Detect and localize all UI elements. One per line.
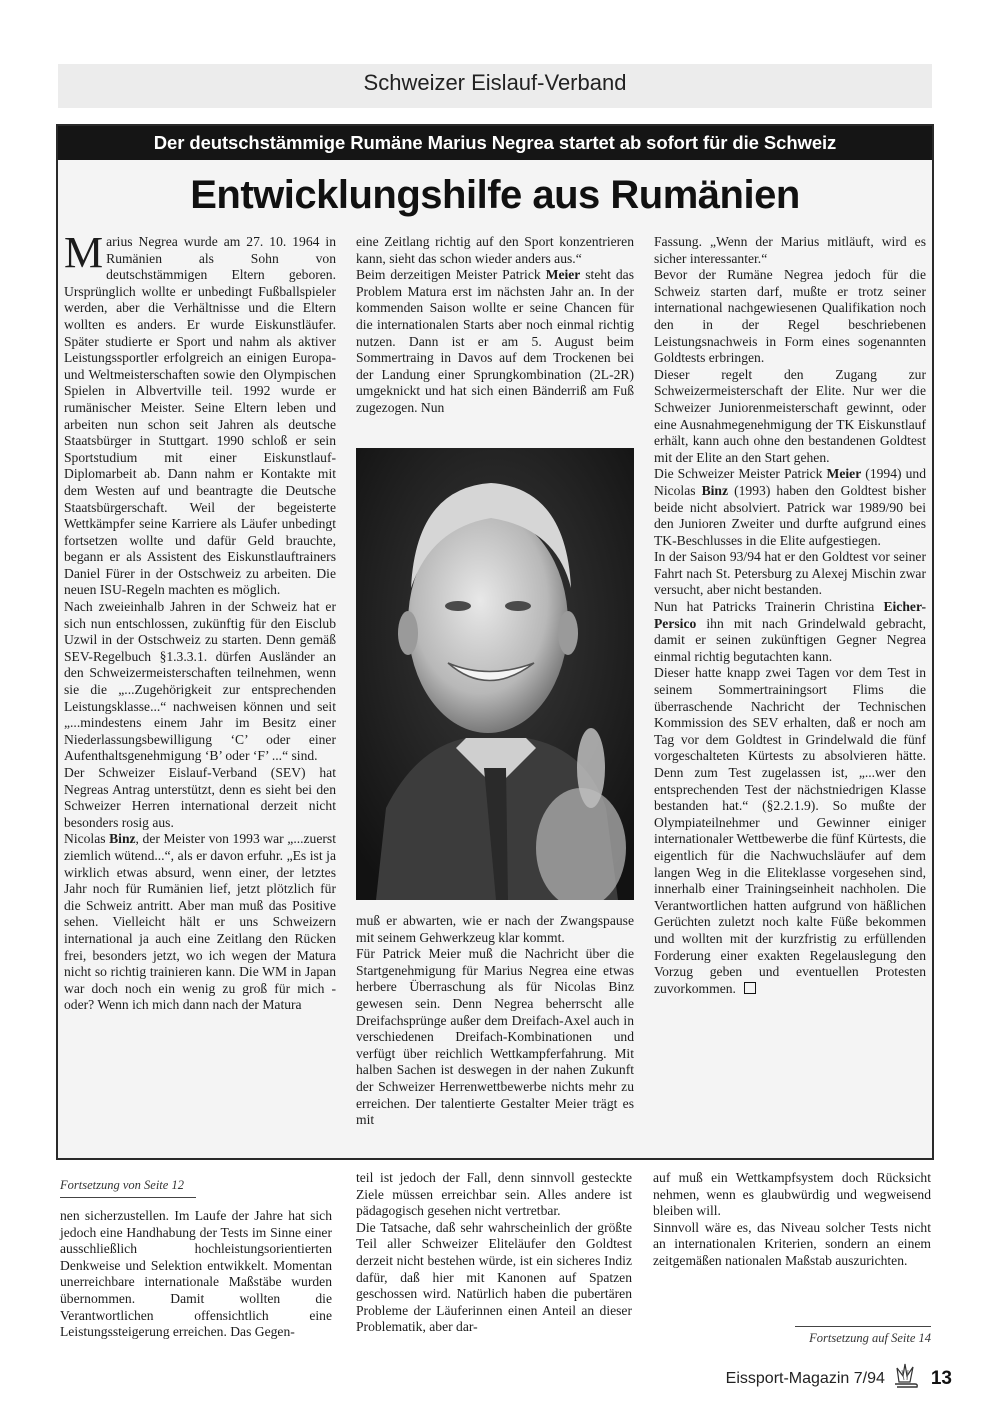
- article-headline: Entwicklungshilfe aus Rumänien: [190, 173, 800, 217]
- paragraph: Für Patrick Meier muß die Nachricht über die Startgenehmigung für Marius Negrea eine etwas herbere Überraschung als für Nicolas Binz gewesen sein. Denn Negrea beherrscht alle Dreifachsprünge außer dem Dreifach-Axel auch in verschiedenen Dreifach-Kombinationen und verfügt über reichlich Wettkampferfahrung. Mit halben Sachen ist deswegen in der nahen Zukunft der Schweizer Herrenwettbewerbe nichts mehr zu erreichen. Der talentierte Gestalter Meier trägt es mit: [356, 946, 634, 1128]
- continuation-column-2: [356, 1170, 632, 1336]
- text: steht das Problem Matura erst im nächsten Jahr an. In der kommenden Saison wollte er seine Chancen für die internationalen Starts aber noch einmal richtig nutzen. Dann ist er am 5. August beim Sommertraing in Davos auf dem Trockenen bei der Landung einer Sprungkombination (2L-2R) umgeknickt und hat sich einen Bänderriß am Fuß zugezogen. Nun: [356, 267, 634, 415]
- paragraph: Bevor der Rumäne Negrea jedoch für die Schweiz starten darf, mußte er trotz seiner international nachgewiesenen Qualifikation noch den in der Regel beschriebenen Leistungsnachweis in Form eines sogenannten Goldtests erbringen.: [654, 267, 926, 366]
- continued-from-label: Fortsetzung von Seite 12: [60, 1178, 196, 1198]
- portrait-photo: [356, 448, 634, 900]
- article-kicker: Der deutschstämmige Rumäne Marius Negrea startet ab sofort für die Schweiz: [58, 126, 932, 160]
- page-number: 13: [930, 1367, 952, 1389]
- paragraph: teil ist jedoch der Fall, denn sinnvoll gesteckte Ziele müssen erreichbar sein. Alles andere ist pädagogisch gesehen nicht vertretbar.: [356, 1170, 632, 1219]
- paragraph: Sinnvoll wäre es, das Niveau solcher Tests nicht an internationalen Kriterien, sondern an einem zeitgemäßen nationalen Maßstab auszurichten.: [653, 1219, 931, 1268]
- text: ihn mit nach Grindelwald gebracht, damit er seinen zukünftigen Gegner Negrea einmal richtig begutachten kann.: [654, 615, 926, 664]
- text: Die Schweizer Meister Patrick: [654, 466, 827, 482]
- article-column-3: [654, 234, 926, 997]
- paragraph: Nach zweieinhalb Jahren in der Schweiz hat er sich nun entschlossen, zukünftig für den Eisclub Uzwil in der Ostschweiz zu starten. Denn gemäß SEV-Regelbuch §1.3.3.1. dürfen Ausländer an den Schweizermeisterschaften teilnehmen, wenn sie die „...Zugehörigkeit zur entsprechenden Leistungsklasse...“ nachweisen können und seit „...mindestens einem Jahr im Besitz einer Niederlassungsbewilligung ‘C’ oder einer Aufenthaltsgenehmigung ‘B’ oder ‘F’ ...“ sind.: [64, 599, 336, 764]
- paragraph: [654, 665, 926, 997]
- skate-wing-logo-icon: [893, 1362, 919, 1395]
- portrait-photo-illustration: [356, 448, 634, 900]
- text: Nicolas: [64, 831, 110, 847]
- paragraph: muß er abwarten, wie er nach der Zwangspause mit seinem Gehwerkzeug klar kommt.: [356, 913, 634, 945]
- article-column-1: [64, 228, 336, 1014]
- continuation-column-3: [653, 1170, 931, 1270]
- page-footer: [726, 1362, 952, 1395]
- bold-name: Meier: [826, 466, 862, 482]
- paragraph: [64, 228, 336, 599]
- continuation-column-1: [60, 1208, 332, 1341]
- paragraph: auf muß ein Wettkampfsystem doch Rücksicht nehmen, wenn es glaubwürdig und wegweisend bleiben will.: [653, 1170, 931, 1219]
- text: (1993) haben den Goldtest bisher beide nicht absolviert. Patrick war 1989/90 bei den Junioren Zweiter und durfte aufgrund eines TK-Beschlusses in die Elite aufgestiegen.: [654, 482, 926, 548]
- bold-name: Binz: [109, 831, 136, 847]
- text: Dieser hatte knapp zwei Tagen vor dem Test in seinem Sommertrainingsort Flims die überraschende Nachricht der Technischen Kommission des SEV erhalten, daß er noch am Tag vor dem Goldtest in Grindelwald die fünf vorgeschalteten Kürtests zu absolvieren hätte. Denn zum Test zugelassen ist, „...wer den entsprechenden Test der nächstniedrigen Klasse bestanden hat.“ (§2.2.1.9). So mußte der Olympiateilnehmer und Gewinner einiger internationaler Wettbewerbe die fünf Kürtests, die eigentlich für die Nachwuchsläufer auf dem langen Weg in die Eliteklasse vorgesehen sind, innerhalb einer Trainingseinheit nachholen. Die Verantwortlichen hatten aufgrund von häßlichen Gerüchten zuletzt noch kalte Füße bekommen und wollten mit der kurzfristig zu erfüllenden Forderung einer exakten Regelauslegung den Vorzug geben und eventuellen Protesten zuvorkommen.: [654, 665, 926, 996]
- article-column-2-top: [356, 234, 634, 417]
- paragraph-text: arius Negrea wurde am 27. 10. 1964 in Rumänien als Sohn von deutschstämmigen Eltern geboren. Ursprünglich wollte er unbedingt Fußballspieler werden, aber die Verhältnisse und die Eltern wollten es anders. Er wurde Eiskunstläufer. Später studierte er Sport und nahm als aktiver Leistungssportler erfolgreich an einigen Europa- und Weltmeisterschaften sowie den Olympischen Spielen in Albvertville teil. 1992 wurde er rumänischer Meister. Seine Eltern leben und arbeiten nun schon seit Jahren als deutsche Staatsbürger in Stuttgart. 1990 schloß er sein Sportstudium mit einer Eiskunstlauf-Diplomarbeit ab. Dann nahm er Kontakte mit dem Westen auf und beantragte die Deutsche Staatsbürgerschaft. Weil der begeisterte Wettkämpfer seine Karriere als Läufer unbedingt fortsetzen wollte und dafür Geld brauchte, begann er als Assistent des Eiskunstlauftrainers Daniel Fürer in der Ostschweiz zu arbeiten. Die neuen ISU-Regeln machten es möglich.: [64, 234, 336, 598]
- drop-cap: M: [64, 228, 104, 277]
- paragraph: Die Tatsache, daß sehr wahrscheinlich der größte Teil aller Schweizer Eliteläufer den Goldtest derzeit nicht bestehen würde, ist ein sicheres Indiz dafür, daß hier mit Kanonen auf Spatzen geschossen wird. Natürlich haben die pubertären Probleme der Läuferinnen einen Anteil an dieser Problematik, aber dar-: [356, 1219, 632, 1335]
- text: Beim derzeitigen Meister Patrick: [356, 267, 546, 283]
- bold-name: Binz: [701, 482, 729, 498]
- text: Nun hat Patricks Trainerin Christina: [654, 599, 884, 615]
- section-title: Schweizer Eislauf-Verband: [363, 70, 627, 95]
- paragraph: nen sicherzustellen. Im Laufe der Jahre hat sich jedoch eine Handhabung der Tests im Sinne einer ausschließlich hochleistungsorientierten Denkweise und Selektion entwikkelt. Momentan unerreichbare internationale Maßstäbe wurden übernommen. Damit wollten die Verantwortlichen offensichtlich eine Leistungssteigerung erreichen. Das Gegen-: [60, 1208, 332, 1340]
- magazine-issue: Eissport-Magazin 7/94: [725, 1369, 885, 1387]
- text: (1994) und Nicolas: [654, 466, 926, 498]
- paragraph: eine Zeitlang richtig auf den Sport konzentrieren kann, sieht das schon wieder anders aus.“: [356, 234, 634, 266]
- bold-name: Meier: [545, 267, 581, 283]
- article-box: [56, 124, 934, 1160]
- bold-name: Eicher-Persico: [654, 599, 926, 631]
- paragraph: In der Saison 93/94 hat er den Goldtest vor seiner Fahrt nach St. Petersburg zu Alexej Mischin zwar versucht, aber nicht bestanden.: [654, 549, 926, 598]
- continued-on-label: Fortsetzung auf Seite 14: [795, 1326, 931, 1346]
- paragraph: [654, 466, 926, 549]
- text: , der Meister von 1993 war „...zuerst ziemlich wütend...“, als er davon erfuhr. „Es ist ja wirklich etwas absurd, wenn einer, der letztes Jahr noch für Rumänien lief, jetzt plötzlich für die Schweiz antritt. Aber man muß das Positive sehen. Vielleicht hält er uns Schweizern international ja auch eine Zeitlang den Rücken frei, besonders jetzt, wo ich wegen der Matura nicht so richtig trainieren kann. Die WM in Japan war doch noch ein wenig zu groß für mich - oder? Wenn ich mich dann nach der Matura: [64, 831, 336, 1013]
- end-of-article-icon: [744, 982, 756, 994]
- paragraph: [64, 831, 336, 1014]
- paragraph: Fassung. „Wenn der Marius mitläuft, wird es sicher interessanter.“: [654, 234, 926, 266]
- article-column-2-bottom: [356, 913, 634, 1129]
- paragraph: Dieser regelt den Zugang zur Schweizermeisterschaft der Elite. Nur wer die Schweizer Juniorenmeisterschaft gewinnt, oder eine Ausnahmegenehmigung der TK Eiskunstlauf erhält, kann auch ohne den bestandenen Goldtest mit der Elite an den Start gehen.: [654, 366, 926, 465]
- paragraph: [654, 599, 926, 665]
- paragraph: [356, 267, 634, 416]
- paragraph: Der Schweizer Eislauf-Verband (SEV) hat Negreas Antrag unterstützt, denn es sieht bei den Schweizer Herren international derzeit nicht besonders rosig aus.: [64, 765, 336, 830]
